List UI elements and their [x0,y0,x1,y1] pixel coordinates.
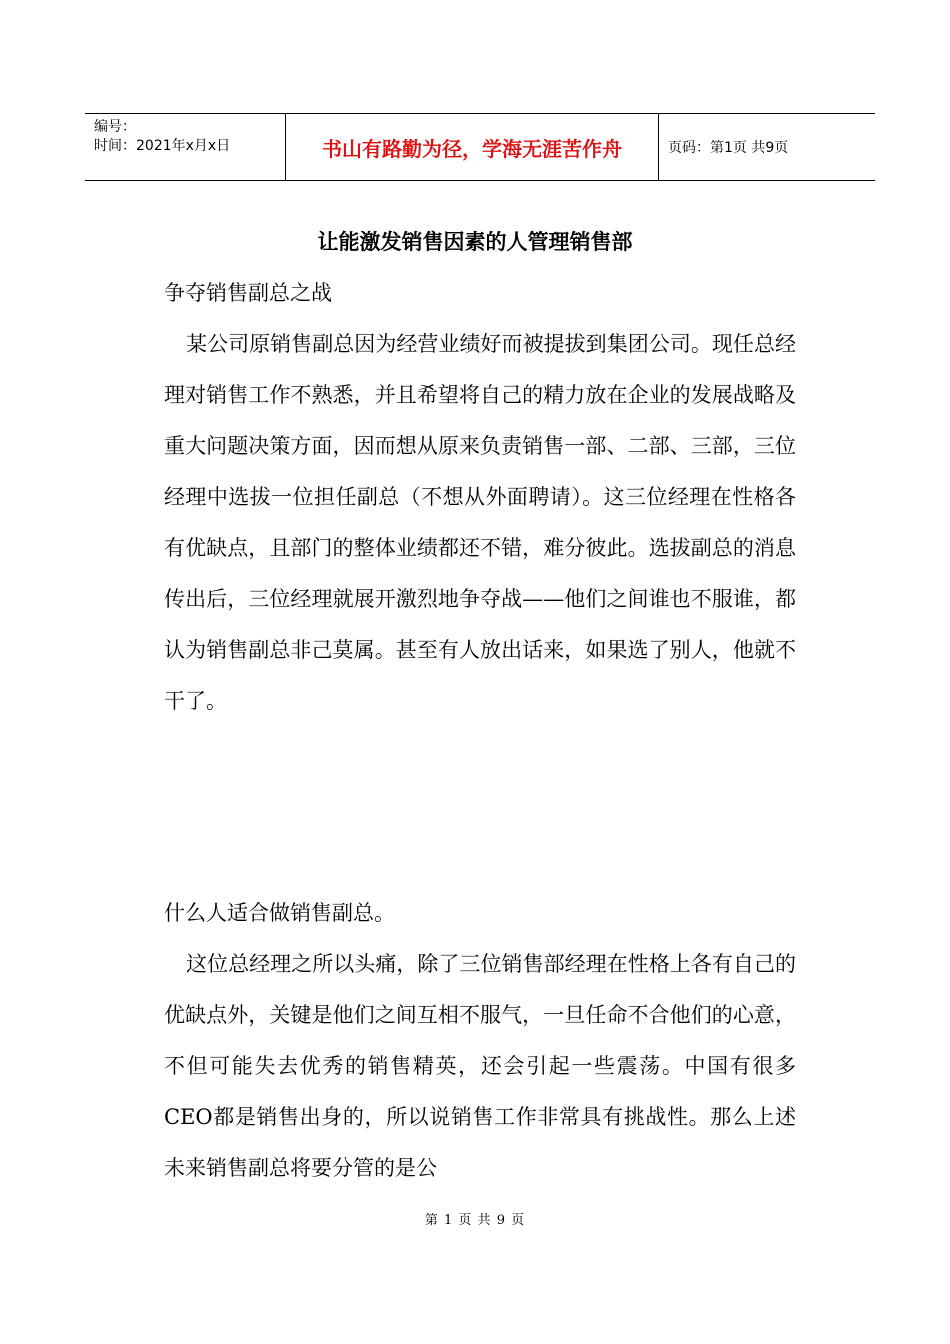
date-label: 时间：2021年x月x日 [94,138,231,154]
document-title: 让能激发销售因素的人管理销售部 [317,229,633,254]
section2 [164,888,796,1194]
number-label: 编号： [94,119,136,135]
page-footer: 第 1 页 共 9 页 [424,1213,526,1228]
header-left-cell [85,114,286,180]
header-table [85,113,875,181]
section2-heading: 什么人适合做销售副总。 [164,901,395,925]
section1-heading: 争夺销售副总之战 [164,281,332,305]
motto-text: 书山有路勤为径，学海无涯苦作舟 [286,114,659,180]
page-label: 页码：第1页 共9页 [668,140,789,156]
section2-paragraph: 这位总经理之所以头痛，除了三位销售部经理在性格上各有自己的优缺点外，关键是他们之间互相不服气，一旦任命不合他们的心意，不但可能失去优秀的销售精英，还会引起一些震荡。中国有很多CEO都是销售出身的，所以说销售工作非常具有挑战性。那么上述未来销售副总将要分管的是公 [164,952,796,1180]
section1 [164,268,796,727]
section1-paragraph: 某公司原销售副总因为经营业绩好而被提拔到集团公司。现任总经理对销售工作不熟悉，并且希望将自己的精力放在企业的发展战略及重大问题决策方面，因而想从原来负责销售一部、二部、三部，三位经理中选拔一位担任副总（不想从外面聘请）。这三位经理在性格各有优缺点，且部门的整体业绩都还不错，难分彼此。选拔副总的消息传出后，三位经理就展开激烈地争夺战——他们之间谁也不服谁，都认为销售副总非己莫属。甚至有人放出话来，如果选了别人，他就不干了。 [164,332,796,713]
